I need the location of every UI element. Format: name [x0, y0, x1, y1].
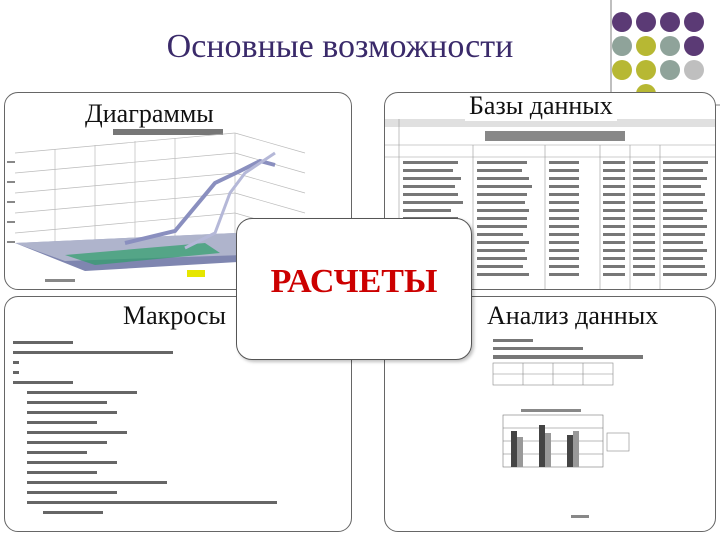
- dot: [636, 60, 656, 80]
- dot: [684, 12, 704, 32]
- analysis-label: Анализ данных: [483, 301, 662, 331]
- calculations-box: [236, 218, 472, 360]
- dot: [636, 36, 656, 56]
- dot: [636, 12, 656, 32]
- dot: [660, 12, 680, 32]
- calculations-label: РАСЧЕТЫ: [270, 263, 438, 300]
- databases-label: Базы данных: [465, 92, 617, 121]
- dot: [684, 36, 704, 56]
- dot: [660, 36, 680, 56]
- dot: [684, 60, 704, 80]
- charts-label: Диаграммы: [81, 99, 218, 129]
- macros-label: Макросы: [119, 301, 230, 331]
- dot: [660, 60, 680, 80]
- slide-title: Основные возможности: [166, 28, 514, 65]
